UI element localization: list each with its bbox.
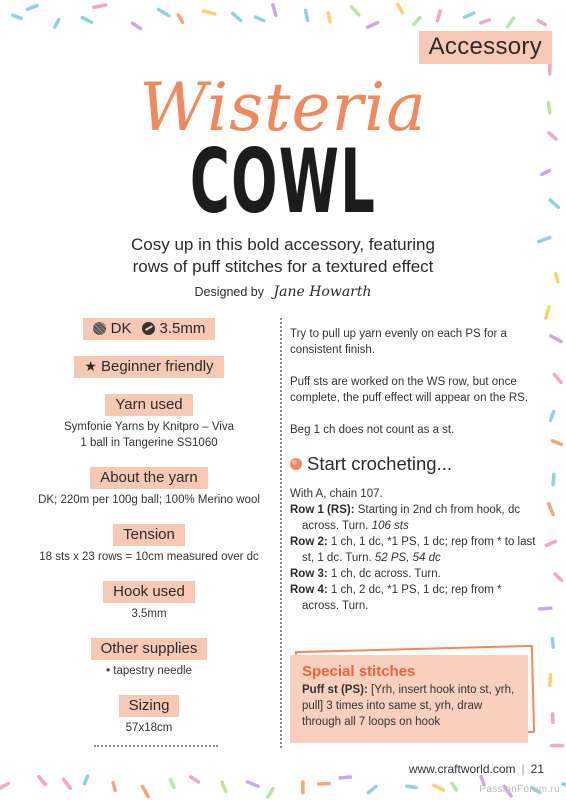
hook-size: 3.5mm <box>159 320 206 337</box>
about-yarn-section <box>20 467 278 508</box>
row-label: Row 3: <box>290 568 328 580</box>
spec-summary <box>20 318 278 340</box>
pattern-row <box>290 534 538 566</box>
special-stitches-body <box>302 682 516 730</box>
page-number: 21 <box>530 762 544 776</box>
category-tag: Accessory <box>419 31 552 64</box>
footer-separator: | <box>521 762 525 776</box>
row-text: 1 ch, 1 dc, *1 PS, 1 dc; rep from * to last st, 1 dc. Turn. <box>302 536 536 564</box>
section-heading: Hook used <box>103 581 195 603</box>
title-script: Wisteria <box>139 69 427 146</box>
pattern-rows <box>290 486 538 614</box>
hook-used-section <box>20 581 278 622</box>
section-body <box>20 549 278 565</box>
row-text: 1 ch, 2 dc, *1 PS, 1 dc; rep from * across. Turn. <box>302 584 502 612</box>
page-footer <box>409 762 544 776</box>
pattern-instructions-column <box>290 326 538 614</box>
standfirst-line: rows of puff stitches for a textured effect <box>132 257 434 276</box>
pattern-info-column <box>20 318 278 752</box>
column-divider <box>280 318 282 748</box>
section-heading: About the yarn <box>90 467 208 489</box>
pattern-intro: With A, chain 107. <box>290 488 383 500</box>
sizing-section <box>20 695 278 736</box>
yarn-used-section <box>20 394 278 451</box>
section-line: 57x18cm <box>125 722 173 734</box>
section-body <box>20 663 278 679</box>
spec-pill <box>83 318 216 340</box>
pattern-row <box>290 502 538 534</box>
row-label: Row 1 (RS): <box>290 504 355 516</box>
stitch-text: [Yrh, insert hook into st, yrh, pull] 3 times into same st, yrh, draw through all 7 loops on hook <box>302 684 515 728</box>
pattern-row <box>290 582 538 614</box>
special-stitches-box <box>290 655 528 743</box>
page-title: COWL <box>189 130 377 233</box>
standfirst <box>0 234 566 278</box>
section-line: 18 sts x 23 rows = 10cm measured over dc <box>39 551 259 563</box>
section-heading: Yarn used <box>105 394 192 416</box>
section-line: 1 ball in Tangerine SS1060 <box>80 437 218 449</box>
special-stitches-heading: Special stitches <box>302 663 416 680</box>
start-heading-text: Start crocheting... <box>307 453 452 474</box>
column-end-rule <box>94 745 218 747</box>
section-body <box>20 492 278 508</box>
star-icon: ★ <box>84 358 97 374</box>
byline-prefix: Designed by <box>194 285 264 299</box>
row-label: Row 4: <box>290 584 328 596</box>
row-text: 1 ch, dc across. Turn. <box>327 568 441 580</box>
section-line: • tapestry needle <box>106 665 192 677</box>
byline-author: Jane Howarth <box>273 284 372 300</box>
section-line: 3.5mm <box>131 608 167 620</box>
start-heading <box>290 452 538 476</box>
skill-pill <box>74 356 223 378</box>
yarn-ball-icon <box>93 322 106 335</box>
yarn-weight: DK <box>110 320 132 337</box>
section-body <box>20 720 278 736</box>
pattern-row <box>290 566 538 582</box>
section-heading: Other supplies <box>91 638 208 660</box>
row-label: Row 2: <box>290 536 328 548</box>
section-line: DK; 220m per 100g ball; 100% Merino wool <box>38 494 260 506</box>
footer-url[interactable]: www.craftworld.com <box>408 762 516 776</box>
other-supplies-section <box>20 638 278 679</box>
note-paragraph: Try to pull up yarn evenly on each PS for a consistent finish. <box>290 328 507 356</box>
row-text: Starting in 2nd ch from hook, dc across. Turn. <box>302 504 521 532</box>
byline <box>0 284 566 300</box>
note-paragraph: Puff sts are worked on the WS row, but once complete, the puff effect will appear on the RS. <box>290 376 529 404</box>
row-count: 106 sts <box>371 520 409 532</box>
standfirst-line: Cosy up in this bold accessory, featuring <box>131 235 435 254</box>
section-line: Symfonie Yarns by Knitpro – Viva <box>63 421 235 433</box>
section-heading: Tension <box>113 524 185 546</box>
watermark: PassionForum.ru <box>479 784 560 795</box>
yarn-ball-icon <box>290 458 302 470</box>
section-body <box>20 606 278 622</box>
hook-icon <box>142 322 155 335</box>
section-heading: Sizing <box>119 695 180 717</box>
skill-level <box>20 356 278 378</box>
row-count: 52 PS, 54 dc <box>374 552 441 564</box>
skill-level-label: Beginner friendly <box>100 358 214 375</box>
stitch-label: Puff st (PS): <box>302 684 368 696</box>
tension-section <box>20 524 278 565</box>
note-paragraph: Beg 1 ch does not count as a st. <box>290 424 455 436</box>
section-body <box>20 419 278 451</box>
